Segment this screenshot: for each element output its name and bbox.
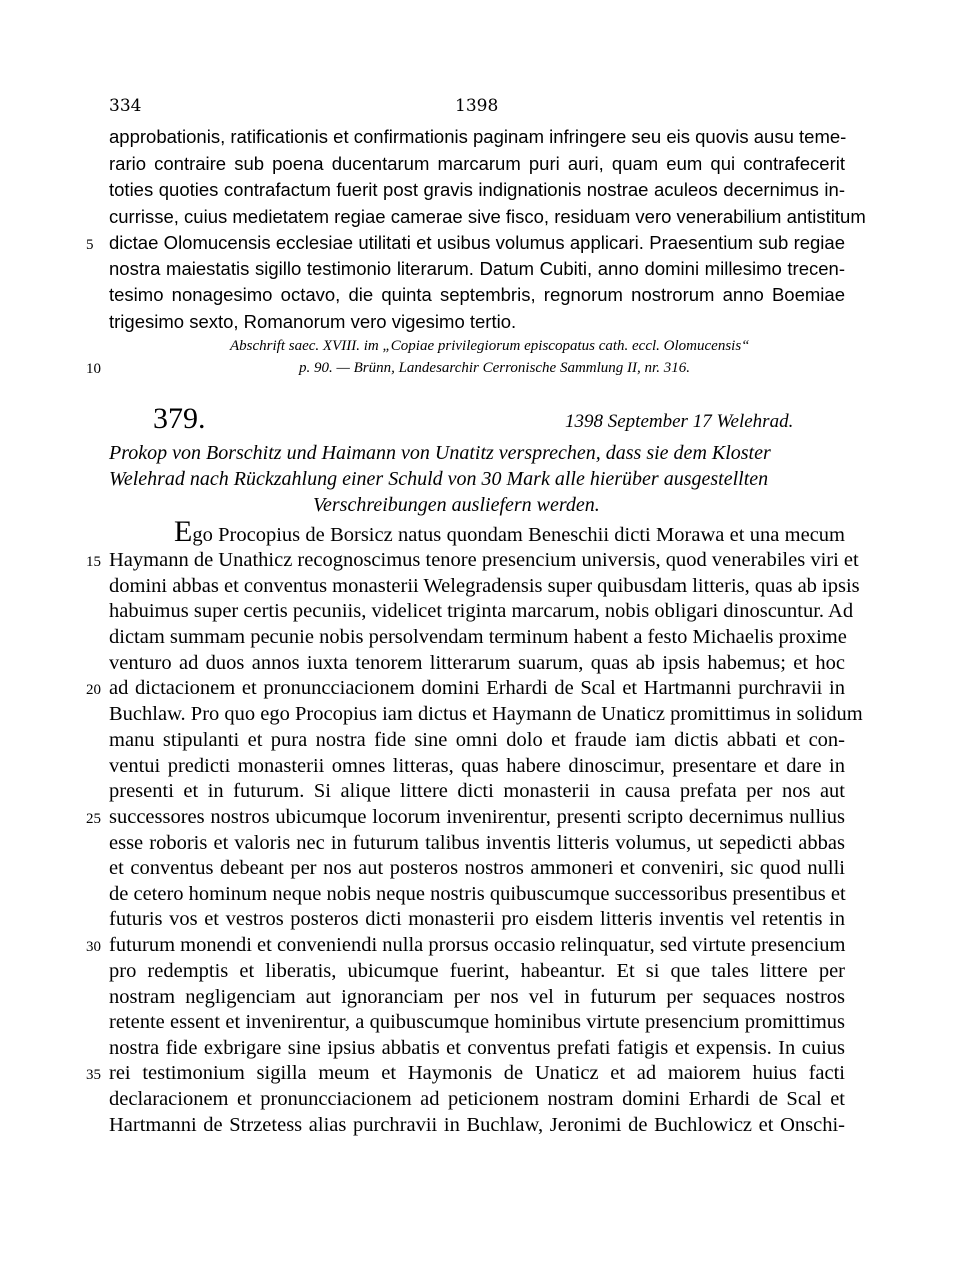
text-line: et conventus debeant per nos aut posteros nostros ammoneri et conveniri, sic quod nulli: [109, 857, 845, 879]
text-line: successores nostros ubicumque locorum invenirentur, presenti scripto decernimus nullius: [109, 806, 845, 828]
page-number: 334: [109, 96, 142, 116]
text-line: tesimo nonagesimo octavo, die quinta septembris, regnorum nostrorum anno Boemiae: [109, 284, 845, 305]
running-header-year: 1398: [455, 96, 499, 116]
regest-line: Welehrad nach Rückzahlung einer Schuld von 30 Mark alle hierüber ausgestellten: [109, 468, 769, 490]
line-number: 5: [86, 237, 94, 253]
regest-line: Prokop von Borschitz und Haimann von Unatitz versprechen, dass sie dem Kloster: [109, 442, 771, 464]
text-line: domini abbas et conventus monasterii Welegradensis super quibusdam litteris, quas ab ipsis: [109, 575, 860, 597]
line-number: 25: [86, 811, 101, 827]
line-number: 35: [86, 1067, 101, 1083]
line-number: 30: [86, 939, 101, 955]
document-date: 1398 September 17 Welehrad.: [565, 411, 794, 432]
text-line: habuimus super certis pecuniis, videlicet triginta marcarum, nobis obligari dinoscuntur. Ad: [109, 600, 854, 622]
text-line: nostra fide exbrigare sine ipsius abbatis et conventus prefati fatigis et expensis. In cuius: [109, 1037, 845, 1059]
line-number: 15: [86, 554, 101, 570]
first-line-text: go Procopius de Borsicz natus quondam Beneschii dicti Morawa et una mecum: [192, 524, 845, 546]
text-line: de cetero hominum neque nobis neque nostris quibuscumque successoribus presentibus et: [109, 883, 846, 905]
text-line: presenti et in futurum. Si alique littere dicti monasterii in causa prefata per nos aut: [109, 780, 845, 802]
source-note: Abschrift saec. XVIII. im „Copiae privilegiorum episcopatus cath. eccl. Olomucensis“: [230, 338, 750, 354]
text-line: ad dictacionem et pronuncciacionem domini Erhardi de Scal et Hartmanni purchravii in: [109, 677, 845, 699]
text-line: nostram negligenciam aut ignoranciam per nos vel in futurum per sequaces nostros: [109, 986, 845, 1008]
text-line: Haymann de Unathicz recognoscimus tenore presencium universis, quod venerabiles viri et: [109, 549, 859, 571]
text-line: futuris vos et vestros posteros dicti monasterii pro eisdem litteris inventis vel retentis in: [109, 908, 845, 930]
text-line: rei testimonium sigilla meum et Haymonis de Unaticz et ad maiorem huius facti: [109, 1062, 845, 1084]
text-line: pro redemptis et liberatis, ubicumque fuerint, habeantur. Et si que tales littere per: [109, 960, 845, 982]
text-line: ventui predicti monasterii omnes litteras, quas habere dinoscimur, presentare et dare in: [109, 755, 845, 777]
text-line: venturo ad duos annos iuxta tenorem litterarum suarum, quas ab ipsis habemus; et hoc: [109, 652, 845, 674]
text-line: rario contraire sub poena ducentarum marcarum puri auri, quam eum qui contrafecerit: [109, 153, 845, 174]
line-number: 20: [86, 682, 101, 698]
text-line: manu stipulanti et pura nostra fide sine omni dolo et fraude iam dictis abbati et con-: [109, 729, 845, 751]
text-line: Hartmanni de Strzetess alias purchravii in Buchlaw, Jeronimi de Buchlowicz et Onschi-: [109, 1114, 845, 1136]
line-number: 10: [86, 361, 101, 377]
text-line: approbationis, ratificationis et confirmationis paginam infringere seu eis quovis ausu teme-: [109, 126, 847, 147]
text-line: dictam summam pecunie nobis persolvendam terminum habent a festo Michaelis proxime: [109, 626, 847, 648]
source-note: p. 90. — Brünn, Landesarchir Cerronische Sammlung II, nr. 316.: [299, 360, 690, 376]
document-first-line: [174, 515, 845, 548]
text-line: futurum monendi et conveniendi nulla prorsus occasio relinquatur, sed virtute presencium: [109, 934, 846, 956]
text-line: trigesimo sexto, Romanorum vero vigesimo tertio.: [109, 311, 517, 332]
text-line: nostra maiestatis sigillo testimonio literarum. Datum Cubiti, anno domini millesimo trecen-: [109, 258, 845, 279]
text-line: declaracionem et pronuncciacionem ad peticionem nostram domini Erhardi de Scal et: [109, 1088, 845, 1110]
text-line: currisse, cuius medietatem regiae camerae sive fisco, residuam vero venerabilium antistitum: [109, 206, 866, 227]
regest-line: Verschreibungen ausliefern werden.: [313, 494, 600, 516]
text-line: dictae Olomucensis ecclesiae utilitati et usibus volumus applicari. Praesentium sub regiae: [109, 232, 845, 253]
document-number: 379.: [153, 402, 206, 435]
text-line: Buchlaw. Pro quo ego Procopius iam dictus et Haymann de Unaticz promittimus in solidum: [109, 703, 863, 725]
text-line: esse roboris et valoris nec in futurum talibus inventis litteris volumus, ut sepedicti abbas: [109, 832, 845, 854]
initial-letter: E: [174, 515, 193, 548]
text-line: toties quoties contrafactum fuerit post gravis indignationis nostrae aculeos decernimus in-: [109, 179, 845, 200]
text-line: retente essent et invenirentur, a quibuscumque hominibus virtute presencium promittimus: [109, 1011, 845, 1033]
